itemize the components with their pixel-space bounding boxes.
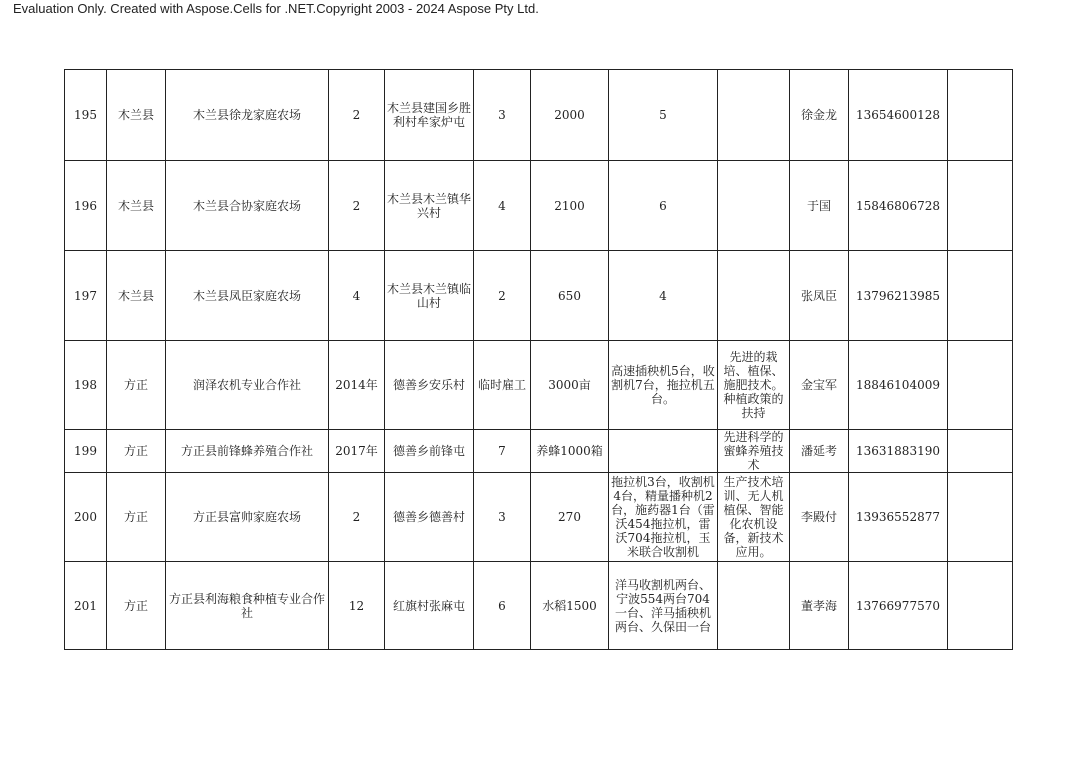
name-cell: 方正县利海粮食种植专业合作社: [166, 562, 329, 650]
equipment-cell: 拖拉机3台，收割机4台，精量播种机2台，施药器1台（雷沃454拖拉机，雷沃704拖拉机，玉米联合收割机: [609, 473, 718, 562]
phone-cell: 13654600128: [849, 70, 948, 161]
equipment-cell: 6: [609, 161, 718, 251]
table-row: [65, 70, 1013, 161]
count-cell: 2014年: [329, 341, 385, 430]
tech-cell: [718, 562, 790, 650]
blank-cell: [948, 251, 1013, 341]
count-cell: 2: [329, 473, 385, 562]
workers-cell: 6: [474, 562, 531, 650]
equipment-cell: [609, 430, 718, 473]
tech-cell: [718, 251, 790, 341]
contact-cell: 于国: [790, 161, 849, 251]
row-number: 200: [65, 473, 107, 562]
area-cell: 270: [531, 473, 609, 562]
contact-cell: 徐金龙: [790, 70, 849, 161]
equipment-cell: 洋马收割机两台、宁波554两台704一台、洋马插秧机两台、久保田一台: [609, 562, 718, 650]
row-number: 196: [65, 161, 107, 251]
workers-cell: 3: [474, 473, 531, 562]
count-cell: 2: [329, 161, 385, 251]
name-cell: 木兰县徐龙家庭农场: [166, 70, 329, 161]
address-cell: 红旗村张麻屯: [385, 562, 474, 650]
row-number: 195: [65, 70, 107, 161]
contact-cell: 董孝海: [790, 562, 849, 650]
blank-cell: [948, 341, 1013, 430]
contact-cell: 李殿付: [790, 473, 849, 562]
county-cell: 方正: [107, 562, 166, 650]
county-cell: 木兰县: [107, 251, 166, 341]
count-cell: 2: [329, 70, 385, 161]
county-cell: 方正: [107, 473, 166, 562]
tech-cell: 先进的栽培、植保、施肥技术。种植政策的扶持: [718, 341, 790, 430]
area-cell: 水稻1500: [531, 562, 609, 650]
county-cell: 方正: [107, 430, 166, 473]
blank-cell: [948, 430, 1013, 473]
county-cell: 木兰县: [107, 161, 166, 251]
table-row: [65, 161, 1013, 251]
phone-cell: 13936552877: [849, 473, 948, 562]
equipment-cell: 高速插秧机5台，收割机7台，拖拉机五台。: [609, 341, 718, 430]
address-cell: 木兰县木兰镇华兴村: [385, 161, 474, 251]
tech-cell: [718, 161, 790, 251]
tech-cell: 生产技术培训、无人机植保、智能化农机设备，新技术应用。: [718, 473, 790, 562]
equipment-cell: 5: [609, 70, 718, 161]
row-number: 199: [65, 430, 107, 473]
county-cell: 木兰县: [107, 70, 166, 161]
tech-cell: 先进科学的蜜蜂养殖技术: [718, 430, 790, 473]
area-cell: 650: [531, 251, 609, 341]
row-number: 201: [65, 562, 107, 650]
phone-cell: 18846104009: [849, 341, 948, 430]
count-cell: 4: [329, 251, 385, 341]
tech-cell: [718, 70, 790, 161]
name-cell: 木兰县凤臣家庭农场: [166, 251, 329, 341]
phone-cell: 15846806728: [849, 161, 948, 251]
address-cell: 德善乡德善村: [385, 473, 474, 562]
equipment-cell: 4: [609, 251, 718, 341]
row-number: 197: [65, 251, 107, 341]
row-number: 198: [65, 341, 107, 430]
area-cell: 养蜂1000箱: [531, 430, 609, 473]
phone-cell: 13766977570: [849, 562, 948, 650]
area-cell: 2000: [531, 70, 609, 161]
table-row: [65, 430, 1013, 473]
name-cell: 润泽农机专业合作社: [166, 341, 329, 430]
county-cell: 方正: [107, 341, 166, 430]
blank-cell: [948, 562, 1013, 650]
name-cell: 方正县前锋蜂养殖合作社: [166, 430, 329, 473]
workers-cell: 2: [474, 251, 531, 341]
address-cell: 德善乡安乐村: [385, 341, 474, 430]
address-cell: 德善乡前锋屯: [385, 430, 474, 473]
phone-cell: 13796213985: [849, 251, 948, 341]
area-cell: 2100: [531, 161, 609, 251]
blank-cell: [948, 473, 1013, 562]
name-cell: 木兰县合协家庭农场: [166, 161, 329, 251]
workers-cell: 7: [474, 430, 531, 473]
address-cell: 木兰县建国乡胜利村牟家炉屯: [385, 70, 474, 161]
table-row: [65, 251, 1013, 341]
contact-cell: 潘延考: [790, 430, 849, 473]
workers-cell: 3: [474, 70, 531, 161]
contact-cell: 金宝军: [790, 341, 849, 430]
table-row: [65, 473, 1013, 562]
workers-cell: 临时雇工: [474, 341, 531, 430]
watermark-text: Evaluation Only. Created with Aspose.Cells for .NET.Copyright 2003 - 2024 Aspose Pty Ltd.: [13, 1, 539, 16]
phone-cell: 13631883190: [849, 430, 948, 473]
table-row: [65, 341, 1013, 430]
address-cell: 木兰县木兰镇临山村: [385, 251, 474, 341]
contact-cell: 张凤臣: [790, 251, 849, 341]
count-cell: 12: [329, 562, 385, 650]
count-cell: 2017年: [329, 430, 385, 473]
table-row: [65, 562, 1013, 650]
area-cell: 3000亩: [531, 341, 609, 430]
blank-cell: [948, 161, 1013, 251]
name-cell: 方正县富帅家庭农场: [166, 473, 329, 562]
blank-cell: [948, 70, 1013, 161]
data-table: [64, 69, 1013, 650]
workers-cell: 4: [474, 161, 531, 251]
